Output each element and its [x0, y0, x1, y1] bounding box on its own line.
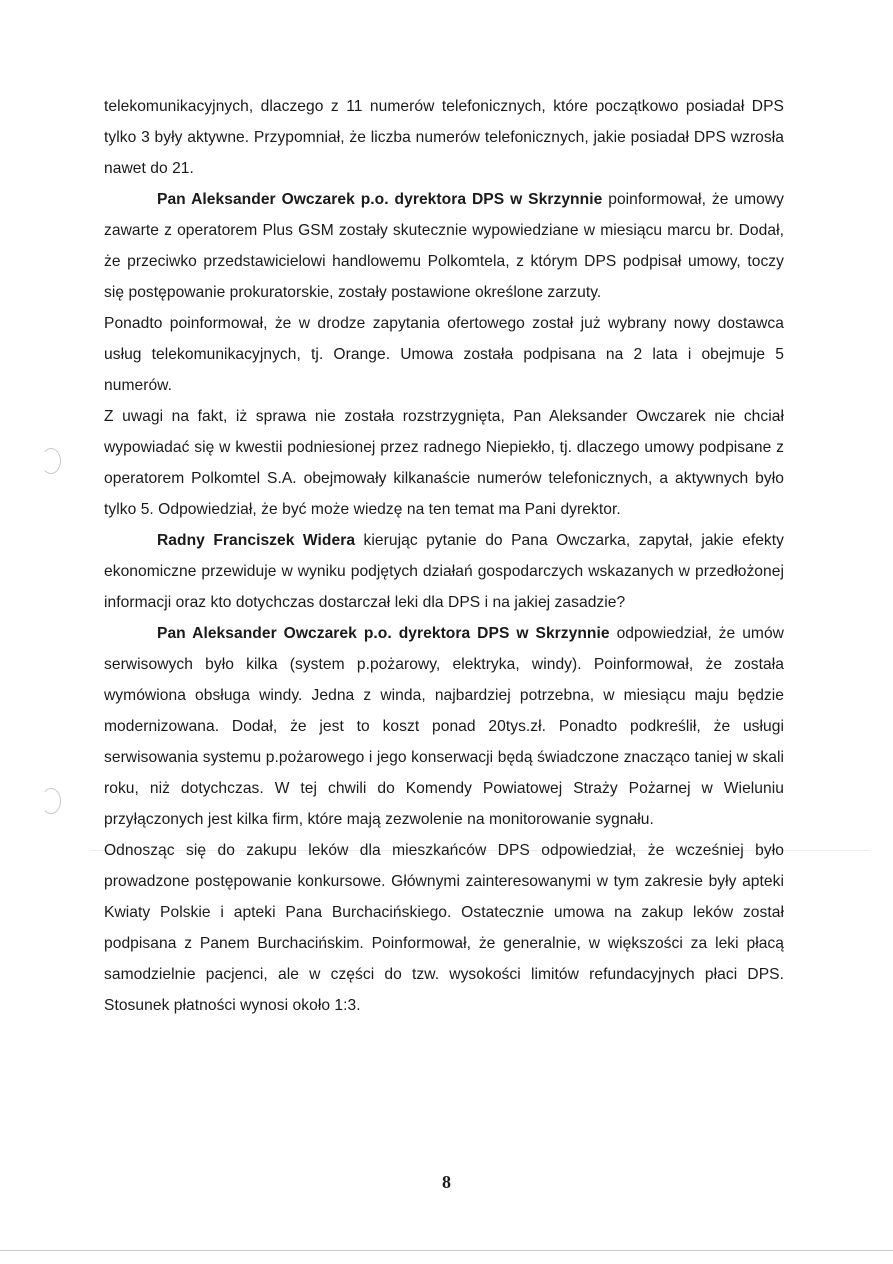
paragraph-text: kierując pytanie do Pana Owczarka, zapytał, jakie efekty ekonomiczne przewiduje w wyniku podjętych działań gospodarczych wskazanych w przedłożonej informacji oraz kto dotychczas dostarczał leki dla DPS i na jakiej zasadzie?: [104, 532, 784, 611]
paragraph-text: poinformował, że umowy zawarte z operatorem Plus GSM zostały skutecznie wypowiedziane w miesiącu marcu br. Dodał, że przeciwko przedstawicielowi handlowemu Polkomtela, z którym DPS podpisał umowy, toczy się postępowanie prokuratorskie, zostały postawione określone zarzuty.: [104, 191, 784, 301]
body-text: [104, 91, 784, 1021]
paragraph: [104, 184, 784, 308]
punch-hole-mark: [41, 448, 61, 474]
paragraph: [104, 308, 784, 401]
speaker-name: Radny Franciszek Widera: [157, 532, 356, 549]
paragraph-text: Z uwagi na fakt, iż sprawa nie została rozstrzygnięta, Pan Aleksander Owczarek nie chciał wypowiadać się w kwestii podniesionej przez radnego Niepiekło, tj. dlaczego umowy podpisane z operatorem Polkomtel S.A. obejmowały kilkanaście numerów telefonicznych, a aktywnych było tylko 5. Odpowiedział, że być może wiedzę na ten temat ma Pani dyrektor.: [104, 408, 784, 518]
page-edge-line: [0, 1250, 893, 1251]
paragraph: [104, 401, 784, 525]
paragraph: [104, 91, 784, 184]
paragraph: [104, 618, 784, 835]
paragraph: [104, 835, 784, 1021]
paragraph-text: Odnosząc się do zakupu leków dla mieszkańców DPS odpowiedział, że wcześniej było prowadzone postępowanie konkursowe. Głównymi zainteresowanymi w tym zakresie były apteki Kwiaty Polskie i apteki Pana Burchacińskiego. Ostatecznie umowa na zakup leków został podpisana z Panem Burchacińskim. Poinformował, że generalnie, w większości za leki płacą samodzielnie pacjenci, ale w części do tzw. wysokości limitów refundacyjnych płaci DPS. Stosunek płatności wynosi około 1:3.: [104, 842, 784, 1014]
paragraph: [104, 525, 784, 618]
punch-hole-mark: [41, 788, 61, 814]
page-number: 8: [442, 1172, 451, 1192]
paragraph-text: odpowiedział, że umów serwisowych było kilka (system p.pożarowy, elektryka, windy). Poinformował, że została wymówiona obsługa windy. Jedna z winda, najbardziej potrzebna, w miesiącu maju będzie modernizowana. Dodał, że jest to koszt ponad 20tys.zł. Ponadto podkreślił, że usługi serwisowania systemu p.pożarowego i jego konserwacji będą świadczone znacząco taniej w skali roku, niż dotychczas. W tej chwili do Komendy Powiatowej Straży Pożarnej w Wieluniu przyłączonych jest kilka firm, które mają zezwolenie na monitorowanie sygnału.: [104, 625, 784, 828]
speaker-name: Pan Aleksander Owczarek p.o. dyrektora DPS w Skrzynnie: [157, 191, 603, 208]
paragraph-text: telekomunikacyjnych, dlaczego z 11 numerów telefonicznych, które początkowo posiadał DPS tylko 3 były aktywne. Przypomniał, że liczba numerów telefonicznych, jakie posiadał DPS wzrosła nawet do 21.: [104, 98, 784, 177]
paragraph-text: Ponadto poinformował, że w drodze zapytania ofertowego został już wybrany nowy dostawca usług telekomunikacyjnych, tj. Orange. Umowa została podpisana na 2 lata i obejmuje 5 numerów.: [104, 315, 784, 394]
speaker-name: Pan Aleksander Owczarek p.o. dyrektora DPS w Skrzynnie: [157, 625, 610, 642]
